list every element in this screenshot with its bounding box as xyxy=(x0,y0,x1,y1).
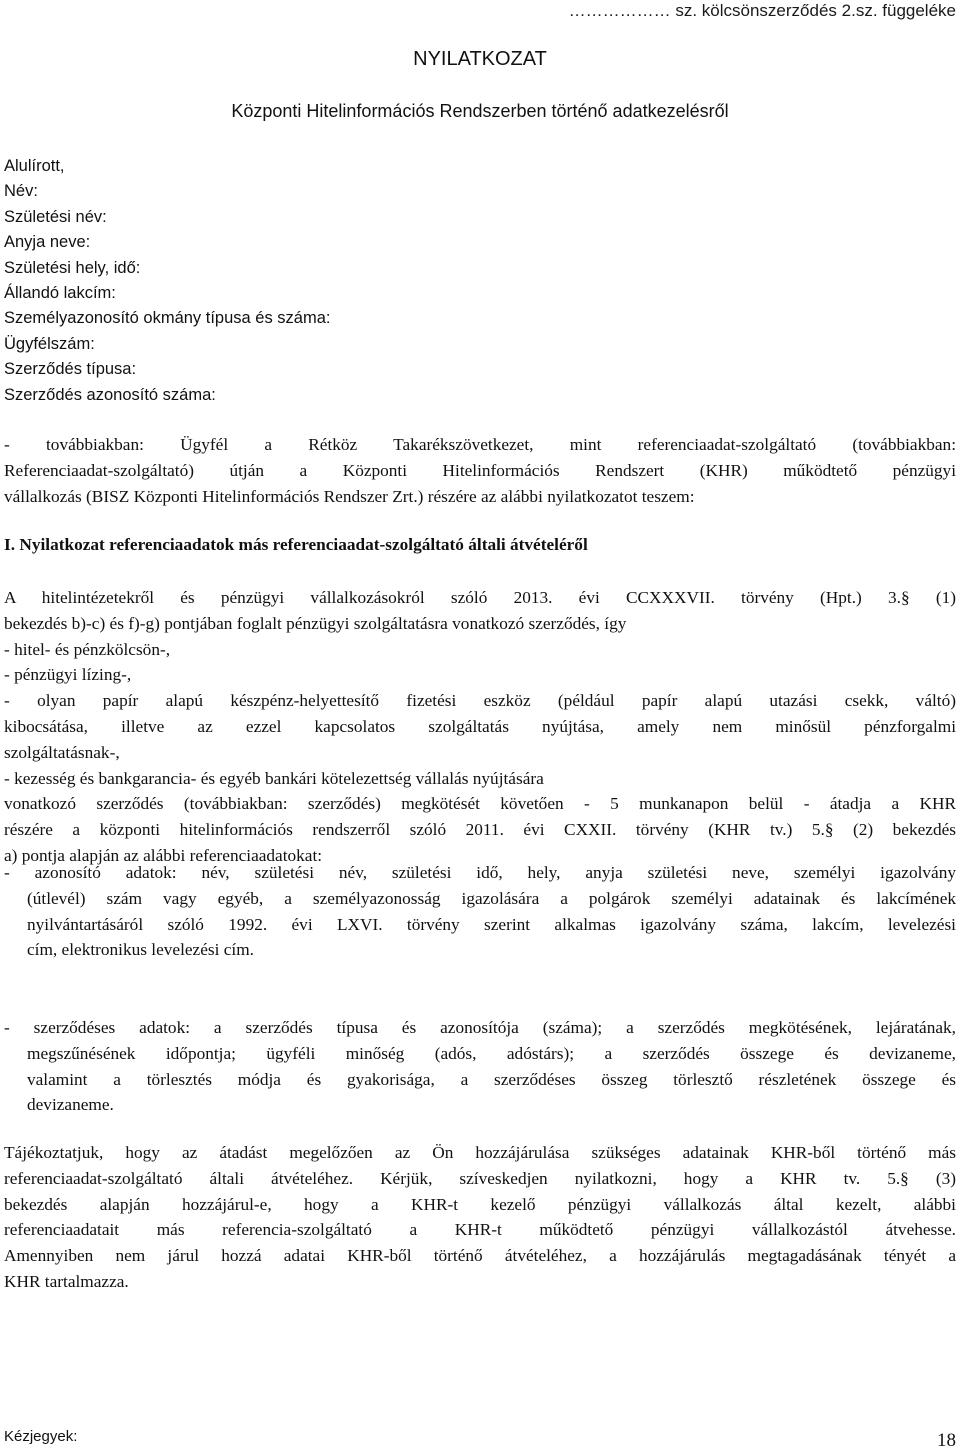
intro-line: Referenciaadat-szolgáltató) útján a Központi Hitelinformációs Rendszert (KHR) működtető pénzügyi xyxy=(4,460,956,480)
page-number: 18 xyxy=(937,1430,956,1451)
field-birth-place-date: Születési hely, idő: xyxy=(4,258,141,277)
section-line: - kezesség és bankgarancia- és egyéb bankári kötelezettség vállalás nyújtására xyxy=(4,768,544,788)
contract-line: megszűnésének időpontja; ügyféli minőség (adós, adóstárs); a szerződés összege és devizaneme, xyxy=(27,1043,956,1063)
document-subtitle: Központi Hitelinformációs Rendszerben történő adatkezelésről xyxy=(231,101,729,121)
section-line: - hitel- és pénzkölcsön-, xyxy=(4,639,171,659)
section-line: - olyan papír alapú készpénz-helyettesítő fizetési eszköz (például papír alapú utazási csekk, váltó) xyxy=(4,691,956,711)
section-heading: I. Nyilatkozat referenciaadatok más referenciaadat-szolgáltató általi átvételéről xyxy=(4,535,588,554)
info-line: referenciaadat-szolgáltató általi átvételéhez. Kérjük, szíveskedjen nyilatkozni, hogy a KHR tv. 5.§ (3) xyxy=(4,1168,956,1188)
field-intro: Alulírott, xyxy=(4,157,65,175)
field-name: Név: xyxy=(4,182,38,201)
section-paragraph xyxy=(4,585,956,869)
field-contract-type: Szerződés típusa: xyxy=(4,360,137,379)
field-permanent-address: Állandó lakcím: xyxy=(4,284,116,303)
intro-line: - továbbiakban: Ügyfél a Rétköz Takarékszövetkezet, mint referenciaadat-szolgáltató (továbbiakban: xyxy=(4,435,956,454)
field-birth-name: Születési név: xyxy=(4,207,107,226)
identity-line: (útlevél) szám vagy egyéb, a személyazonosság igazolására a polgárok személyi adatainak és lakcímének xyxy=(27,888,956,908)
info-line: referenciaadatait más referencia-szolgáltató a KHR-t működtető pénzügyi vállalkozástól átvehesse. xyxy=(4,1220,956,1240)
identity-line: cím, elektronikus levelezési cím. xyxy=(27,940,254,960)
section-line: bekezdés b)-c) és f)-g) pontjában foglalt pénzügyi szolgáltatásra vonatkozó szerződés, így xyxy=(4,613,627,633)
section-line: a) pontja alapján az alábbi referenciaadatokat: xyxy=(4,845,323,865)
identity-data-list-item xyxy=(4,860,956,963)
contract-data-list-item xyxy=(4,1015,956,1118)
info-line: bekezdés alapján hozzájárul-e, hogy a KHR-t kezelő pénzügyi vállalkozás által kezelt, alábbi xyxy=(4,1194,956,1214)
personal-data-fields xyxy=(4,154,331,408)
information-paragraph xyxy=(4,1140,956,1295)
info-line: KHR tartalmazza. xyxy=(4,1271,129,1291)
initials-label: Kézjegyek: xyxy=(4,1428,78,1445)
field-mother-name: Anyja neve: xyxy=(4,233,91,252)
field-id-document: Személyazonosító okmány típusa és száma: xyxy=(4,309,331,328)
identity-line: nyilvántartásáról szóló 1992. évi LXVI. törvény szerint alkalmas igazolvány száma, lakcím, levelezési xyxy=(27,914,956,934)
contract-line: devizaneme. xyxy=(27,1095,114,1115)
section-line: kibocsátása, illetve az ezzel kapcsolatos szolgáltatás nyújtása, amely nem minősül pénzforgalmi xyxy=(4,716,956,736)
document-title: NYILATKOZAT xyxy=(413,48,547,70)
section-line: vonatkozó szerződés (továbbiakban: szerződés) megkötését követően - 5 munkanapon belül - átadja a KHR xyxy=(4,794,956,814)
annex-reference: ……………… sz. kölcsönszerződés 2.sz. függeléke xyxy=(568,1,956,20)
field-contract-id: Szerződés azonosító száma: xyxy=(4,385,216,404)
info-line: Tájékoztatjuk, hogy az átadást megelőzően az Ön hozzájárulása szükséges adatainak KHR-ből történő más xyxy=(4,1143,956,1162)
section-line: részére a központi hitelinformációs rendszerről szóló 2011. évi CXXII. törvény (KHR tv.) 5.§ (2) bekezdés xyxy=(4,820,956,840)
field-customer-number: Ügyfélszám: xyxy=(4,334,95,353)
section-line: A hitelintézetekről és pénzügyi vállalkozásokról szóló 2013. évi CCXXXVII. törvény (Hpt.) 3.§ (1) xyxy=(4,588,956,607)
intro-paragraph xyxy=(4,432,956,509)
section-line: - pénzügyi lízing-, xyxy=(4,665,132,685)
contract-line: - szerződéses adatok: a szerződés típusa és azonosítója (száma); a szerződés megkötésének, lejáratának, xyxy=(4,1018,956,1037)
identity-line: - azonosító adatok: név, születési név, születési idő, hely, anyja születési neve, személyi igazolvány xyxy=(4,863,956,882)
contract-line: valamint a törlesztés módja és gyakorisága, a szerződéses összeg törlesztő részletének összege és xyxy=(27,1069,956,1089)
intro-line: vállalkozás (BISZ Központi Hitelinformációs Rendszer Zrt.) részére az alábbi nyilatkozatot teszem: xyxy=(4,486,695,506)
section-line: szolgáltatásnak-, xyxy=(4,742,120,762)
info-line: Amennyiben nem járul hozzá adatai KHR-ből történő átvételéhez, a hozzájárulás megtagadásának tényét a xyxy=(4,1246,956,1266)
